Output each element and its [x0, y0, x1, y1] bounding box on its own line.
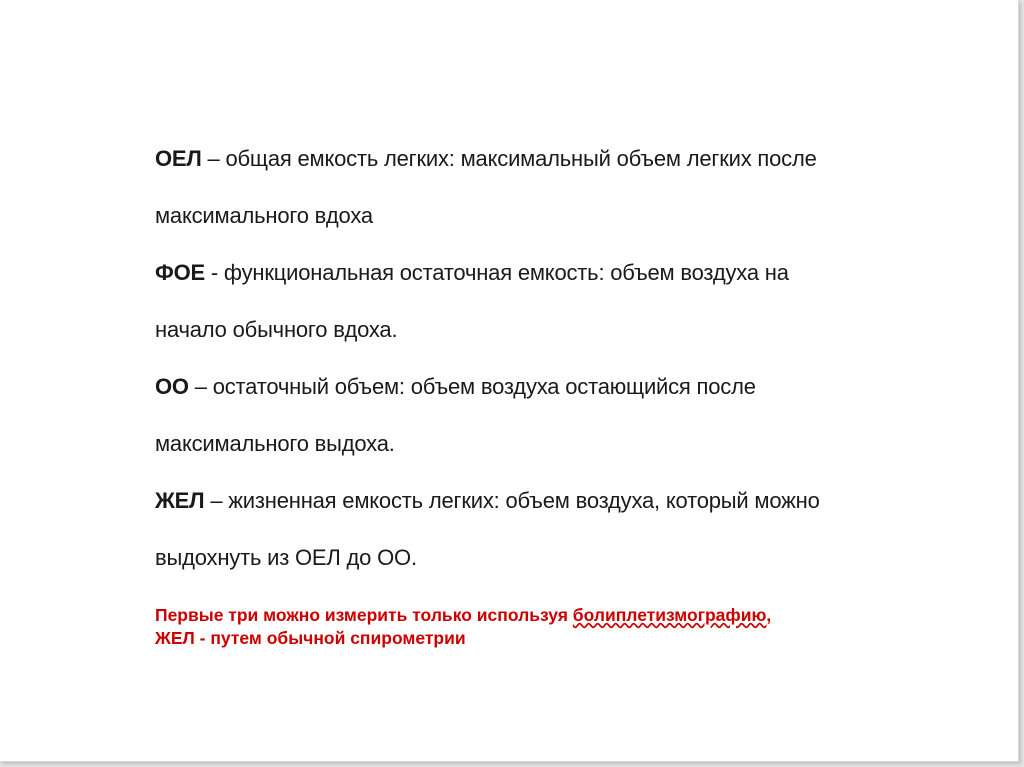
definition-line: [155, 252, 955, 309]
definition-line: [155, 480, 955, 537]
spellcheck-underlined-word: болиплетизмографию: [572, 605, 767, 625]
definition-line: [155, 309, 955, 366]
definition-text: – общая емкость легких: максимальный объем легких после: [201, 146, 817, 171]
definition-line: [155, 138, 955, 195]
definition-text: максимального вдоха: [155, 203, 373, 228]
definition-text: выдохнуть из ОЕЛ до ОО.: [155, 545, 417, 570]
definition-term: ОО: [155, 374, 189, 399]
definition-text: начало обычного вдоха.: [155, 317, 398, 342]
definition-line: [155, 195, 955, 252]
note-text: Первые три можно измерить только используя: [155, 605, 573, 625]
red-note: [155, 604, 955, 650]
definitions-list: [155, 138, 955, 594]
definition-term: ФОЕ: [155, 260, 205, 285]
definition-text: – жизненная емкость легких: объем воздуха, который можно: [204, 488, 820, 513]
definition-text: – остаточный объем: объем воздуха остающийся после: [188, 374, 756, 399]
definition-line: [155, 423, 955, 480]
note-line: ЖЕЛ - путем обычной спирометрии: [155, 628, 466, 648]
definition-term: ЖЕЛ: [155, 488, 205, 513]
definition-line: [155, 366, 955, 423]
note-punctuation: ,: [766, 605, 772, 625]
definition-term: ОЕЛ: [155, 146, 202, 171]
definition-line: [155, 537, 955, 594]
definition-text: - функциональная остаточная емкость: объем воздуха на: [204, 260, 789, 285]
definition-text: максимального выдоха.: [155, 431, 395, 456]
note-line: [155, 604, 955, 627]
